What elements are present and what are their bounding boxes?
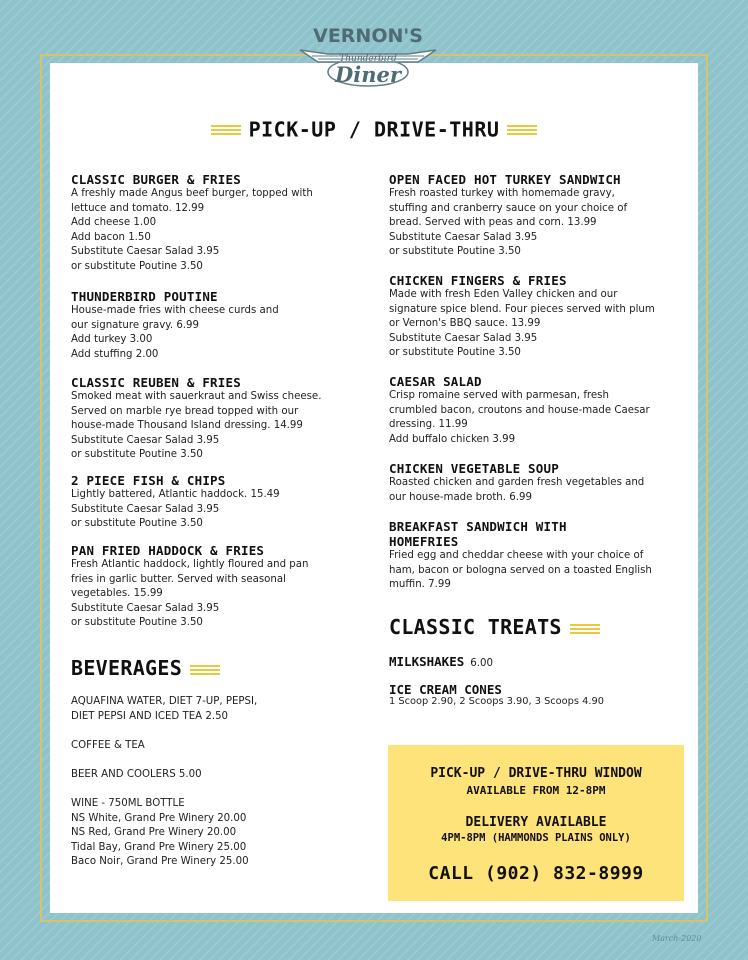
logo-script-line: Thunderbird [339,54,397,64]
beverage-group: BEER AND COOLERS 5.00 [71,769,202,780]
milkshakes-name: MILKSHAKES [389,654,465,669]
menu-item-pan-fried-haddock [71,543,308,631]
classic-treats-heading-text: CLASSIC TREATS [389,615,562,639]
heading-dash [190,665,220,675]
footer-date: March-2020 [652,934,702,943]
heading-dash [570,624,600,634]
beverage-group: AQUAFINA WATER, DIET 7-UP, PEPSI, DIET PEPSI AND ICED TEA 2.50 [71,696,258,722]
promo-hours: AVAILABLE FROM 12-8PM [466,784,606,797]
item-name: CAESAR SALAD [389,374,482,389]
beverages-heading-text: BEVERAGES [71,656,183,680]
ice-cream-cone-options: 1 Scoop 2.90, 2 Scoops 3.90, 3 Scoops 4.90 [389,696,604,707]
promo-delivery-hours: 4PM-8PM (HAMMONDS PLAINS ONLY) [441,832,631,844]
menu-item-thunderbird-poutine [71,289,279,362]
item-description: House-made fries with cheese curds and our signature gravy. 6.99 Add turkey 3.00 Add stuffing 2.00 [71,305,279,360]
milkshakes-line [389,651,493,670]
menu-item-chicken-vegetable-soup [389,461,644,505]
item-name: CLASSIC BURGER & FRIES [71,172,241,187]
item-description: A freshly made Angus beef burger, topped with lettuce and tomato. 12.99 Add cheese 1.00 Add bacon 1.50 Substitute Caesar Salad 3.95 or substitute Poutine 3.50 [71,188,313,272]
menu-item-breakfast-sandwich [389,519,652,593]
beverage-group: COFFEE & TEA [71,740,145,751]
item-description: Fresh Atlantic haddock, lightly floured and pan fries in garlic butter. Served with seasonal vegetables. 15.99 Substitute Caesar Salad 3.95 or substitute Poutine 3.50 [71,559,309,629]
title-dash-left [211,125,241,135]
menu-item-caesar-salad [389,374,650,447]
promo-pickup-window: PICK-UP / DRIVE-THRU WINDOW [430,766,642,781]
logo-diner-word: Diner [335,62,401,87]
vernons-diner-logo [298,14,438,96]
item-description: Made with fresh Eden Valley chicken and our signature spice blend. Four pieces served with plum or Vernon's BBQ sauce. 13.99 Substitute Caesar Salad 3.95 or substitute Poutine 3.50 [389,289,655,359]
page-title-text: PICK-UP / DRIVE-THRU [248,117,500,142]
item-name: THUNDERBIRD POUTINE [71,289,218,304]
classic-treats-heading [389,615,600,639]
menu-item-fish-chips [71,473,280,532]
menu-item-classic-reuben [71,375,321,463]
menu-item-chicken-fingers [389,273,655,361]
beverages-heading [71,656,220,680]
item-description: Lightly battered, Atlantic haddock. 15.49 Substitute Caesar Salad 3.95 or substitute Poutine 3.50 [71,489,280,530]
ice-cream-cones-name: ICE CREAM CONES [389,682,502,697]
item-name: CLASSIC REUBEN & FRIES [71,375,241,390]
item-description: Smoked meat with sauerkraut and Swiss cheese. Served on marble rye bread topped with our house-made Thousand Island dressing. 14.99 Substitute Caesar Salad 3.95 or substitute Poutine 3.50 [71,391,322,461]
logo-brand-name: VERNON'S [313,25,423,47]
page-title [0,116,748,144]
item-description: Roasted chicken and garden fresh vegetables and our house-made broth. 6.99 [389,477,645,503]
milkshakes-price: 6.00 [470,658,493,669]
promo-delivery: DELIVERY AVAILABLE [465,815,607,830]
promo-box [388,745,684,901]
item-description: Fried egg and cheddar cheese with your choice of ham, bacon or bologna served on a toasted English muffin. 7.99 [389,550,652,591]
item-name: BREAKFAST SANDWICH WITH HOMEFRIES [389,519,567,549]
item-name: CHICKEN FINGERS & FRIES [389,273,567,288]
title-dash-right [507,125,537,135]
item-description: Fresh roasted turkey with homemade gravy, stuffing and cranberry sauce on your choice of bread. Served with peas and corn. 13.99 Substitute Caesar Salad 3.95 or substitute Poutine 3.50 [389,188,628,258]
menu-item-classic-burger [71,172,313,275]
item-name: OPEN FACED HOT TURKEY SANDWICH [389,172,621,187]
promo-phone: CALL (902) 832-8999 [428,863,644,884]
beverage-group: WINE - 750ML BOTTLE NS White, Grand Pre Winery 20.00 NS Red, Grand Pre Winery 20.00 Tidal Bay, Grand Pre Winery 25.00 Baco Noir, Grand Pre Winery 25.00 [71,798,249,868]
item-name: CHICKEN VEGETABLE SOUP [389,461,559,476]
item-name: 2 PIECE FISH & CHIPS [71,473,226,488]
item-description: Crisp romaine served with parmesan, fresh crumbled bacon, croutons and house-made Caesar dressing. 11.99 Add buffalo chicken 3.99 [389,390,650,445]
item-name: PAN FRIED HADDOCK & FRIES [71,543,265,558]
menu-item-hot-turkey-sandwich [389,172,627,260]
